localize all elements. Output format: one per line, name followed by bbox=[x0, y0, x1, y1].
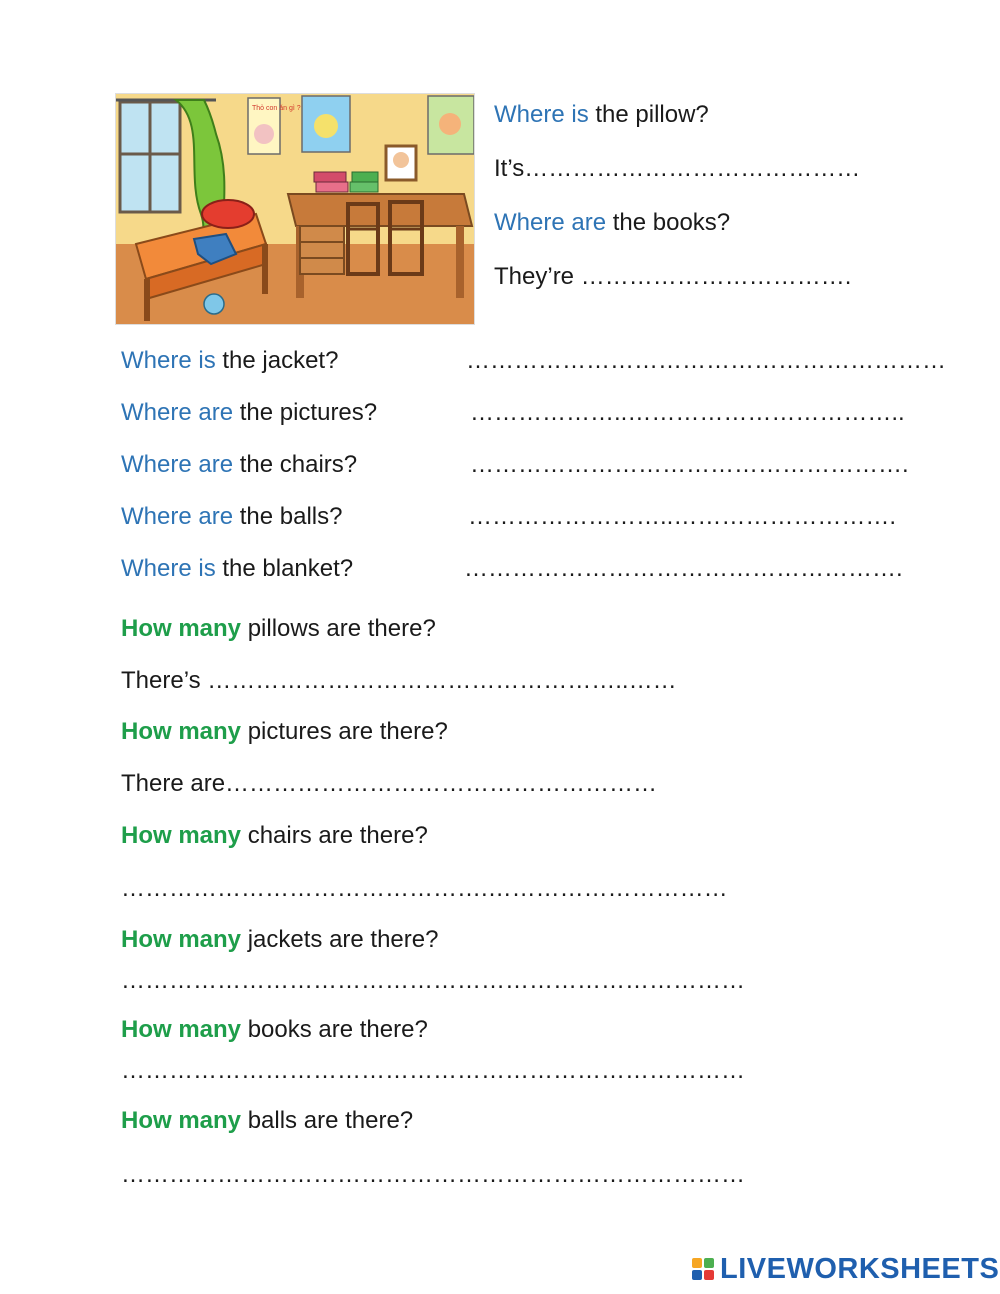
question-pillow bbox=[494, 100, 709, 130]
logo-square bbox=[704, 1270, 714, 1280]
poster-text: Thỏ con ăn gì ? bbox=[252, 105, 301, 112]
question-books bbox=[494, 208, 730, 238]
question-how-many-balls bbox=[121, 1106, 413, 1136]
logo-square bbox=[692, 1258, 702, 1268]
question-text: pillows are there? bbox=[241, 615, 436, 642]
answer-how-many-chairs[interactable]: ……………………………………….………………………… bbox=[121, 875, 728, 902]
answer-jacket[interactable]: …………………………………………………… bbox=[466, 347, 946, 374]
question-text: the books? bbox=[606, 209, 731, 236]
question-keyword: Where is bbox=[121, 347, 216, 374]
question-text: the chairs? bbox=[233, 451, 358, 478]
question-keyword: Where is bbox=[494, 101, 589, 128]
logo-text: LIVEWORKSHEETS bbox=[720, 1252, 1000, 1285]
logo-square bbox=[692, 1270, 702, 1280]
question-text: the blanket? bbox=[215, 555, 354, 582]
question-balls bbox=[121, 502, 342, 532]
question-keyword: How many bbox=[121, 615, 242, 642]
bedroom-illustration-svg bbox=[116, 94, 474, 324]
question-keyword: How many bbox=[121, 822, 242, 849]
question-keyword: Where is bbox=[121, 555, 216, 582]
bedroom-illustration bbox=[115, 93, 475, 325]
question-keyword: How many bbox=[121, 926, 242, 953]
question-how-many-jackets bbox=[121, 925, 438, 955]
question-keyword: How many bbox=[121, 718, 242, 745]
liveworksheets-logo bbox=[692, 1252, 999, 1286]
question-how-many-pictures bbox=[121, 717, 448, 747]
answer-chairs[interactable]: ………………………………………………. bbox=[470, 451, 909, 478]
question-keyword: How many bbox=[121, 1016, 242, 1043]
question-pictures bbox=[121, 398, 377, 428]
question-text: the jacket? bbox=[215, 347, 339, 374]
logo-square bbox=[704, 1258, 714, 1268]
answer-balls[interactable]: ……………………..………………………. bbox=[468, 503, 897, 530]
question-keyword: Where are bbox=[494, 209, 607, 236]
question-text: jackets are there? bbox=[241, 926, 439, 953]
question-keyword: Where are bbox=[121, 451, 234, 478]
question-chairs bbox=[121, 450, 357, 480]
question-text: balls are there? bbox=[241, 1107, 414, 1134]
answer-how-many-books[interactable]: …………………………………………………………………… bbox=[121, 1057, 745, 1084]
answer-books[interactable]: They’re ……………………………. bbox=[494, 263, 852, 290]
question-keyword: Where are bbox=[121, 399, 234, 426]
answer-how-many-pictures[interactable]: There are……………………………………………… bbox=[121, 770, 658, 797]
question-keyword: Where are bbox=[121, 503, 234, 530]
question-text: books are there? bbox=[241, 1016, 428, 1043]
answer-how-many-pillows[interactable]: There’s ……………………………………………..…… bbox=[121, 667, 677, 694]
question-text: the pillow? bbox=[588, 101, 709, 128]
answer-pillow[interactable]: It’s…………………………………… bbox=[494, 155, 861, 182]
question-blanket bbox=[121, 554, 353, 584]
question-keyword: How many bbox=[121, 1107, 242, 1134]
question-how-many-chairs bbox=[121, 821, 428, 851]
answer-how-many-balls[interactable]: …………………………………………………………………… bbox=[121, 1161, 745, 1188]
question-text: the balls? bbox=[233, 503, 343, 530]
question-jacket bbox=[121, 346, 338, 376]
question-text: pictures are there? bbox=[241, 718, 448, 745]
question-text: the pictures? bbox=[233, 399, 378, 426]
answer-blanket[interactable]: ………………………………………………. bbox=[464, 555, 903, 582]
question-how-many-books bbox=[121, 1015, 428, 1045]
answer-how-many-jackets[interactable]: …………………………………………………………………… bbox=[121, 967, 745, 994]
logo-icon bbox=[692, 1258, 714, 1280]
answer-pictures[interactable]: ………………..…………………………….. bbox=[470, 399, 905, 426]
question-how-many-pillows bbox=[121, 614, 436, 644]
question-text: chairs are there? bbox=[241, 822, 428, 849]
